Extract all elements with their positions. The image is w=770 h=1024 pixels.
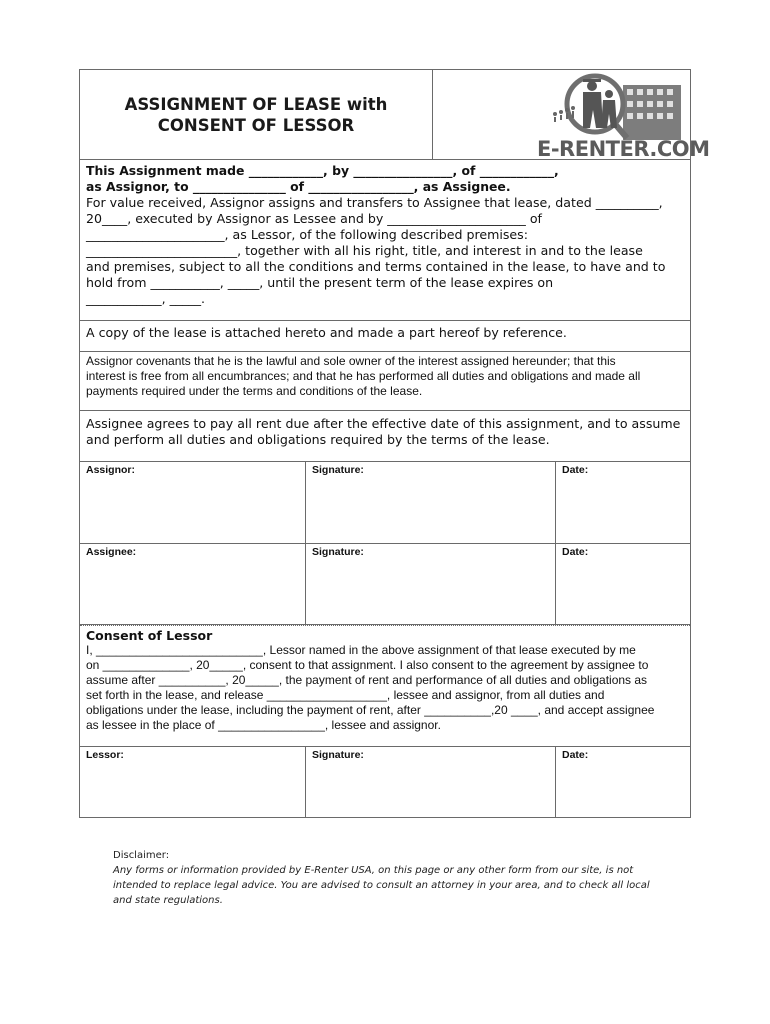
copy-section xyxy=(80,321,690,352)
signature-label: Signature: xyxy=(312,546,364,558)
covenant-line-2: interest is free from all encumbrances; and that he has performed all duties and obligations and made all xyxy=(86,369,641,383)
assignee-agrees-line-2: and perform all duties and obligations required by the terms of the lease. xyxy=(86,432,550,447)
title-line-2: CONSENT OF LESSOR xyxy=(157,115,355,135)
date-label: Date: xyxy=(562,546,589,558)
form-header xyxy=(80,70,710,161)
lessor-date-field[interactable] xyxy=(556,747,690,817)
consent-line-3: assume after __________, 20_____, the payment of rent and performance of all duties and obligations as xyxy=(86,673,648,687)
logo-text: E-RENTER.COM xyxy=(537,137,710,161)
disclaimer-line-2: intended to replace legal advice. You are advised to consult an attorney in your area, and to check all local xyxy=(113,880,650,891)
e-renter-logo xyxy=(433,70,710,161)
assignment-section xyxy=(80,160,690,321)
value-line-6: hold from ___________, _____, until the present term of the lease expires on xyxy=(86,275,554,290)
consent-line-2: on _____________, 20_____, consent to that assignment. I also consent to the agreement by assignee to xyxy=(86,658,649,672)
assignee-signature-field[interactable] xyxy=(306,544,556,624)
value-line-5: and premises, subject to all the conditions and terms contained in the lease, to have and to xyxy=(86,259,666,274)
assignee-agrees-section xyxy=(80,411,690,462)
copy-text: A copy of the lease is attached hereto and made a part hereof by reference. xyxy=(86,325,567,340)
consent-section xyxy=(80,625,690,747)
covenant-line-3: payments required under the terms and conditions of the lease. xyxy=(86,384,423,398)
signature-label: Signature: xyxy=(312,749,364,761)
assignment-line-2: as Assignor, to _______________ of _________________, as Assignee. xyxy=(86,179,511,194)
assignee-signature-row xyxy=(80,544,690,625)
disclaimer-label: Disclaimer: xyxy=(113,850,170,861)
assignor-signature-field[interactable] xyxy=(306,462,556,543)
assignor-date-field[interactable] xyxy=(556,462,690,543)
consent-line-6: as lessee in the place of ________________, lessee and assignor. xyxy=(86,718,441,732)
assignee-field[interactable] xyxy=(80,544,306,624)
disclaimer xyxy=(113,848,673,908)
logo-graphic xyxy=(433,70,710,161)
assignor-signature-row xyxy=(80,462,690,544)
signature-label: Signature: xyxy=(312,464,364,476)
consent-line-1: I, _________________________, Lessor named in the above assignment of that lease executed by me xyxy=(86,643,636,657)
disclaimer-line-1: Any forms or information provided by E-Renter USA, on this page or any other form from our site, is not xyxy=(113,865,634,876)
assignment-line-1: This Assignment made ____________, by ________________, of ____________, xyxy=(86,163,559,178)
value-line-4: ________________________, together with all his right, title, and interest in and to the lease xyxy=(86,243,643,258)
value-line-2: 20____, executed by Assignor as Lessee and by ______________________ of xyxy=(86,211,542,226)
assignee-label: Assignee: xyxy=(86,546,137,558)
assignor-field[interactable] xyxy=(80,462,306,543)
lessor-signature-row xyxy=(80,747,690,817)
value-line-3: ______________________, as Lessor, of the following described premises: xyxy=(86,227,528,242)
consent-heading: Consent of Lessor xyxy=(86,628,213,643)
value-line-7: ____________, _____. xyxy=(86,291,206,306)
covenant-section xyxy=(80,352,690,411)
assignee-agrees-line-1: Assignee agrees to pay all rent due after the effective date of this assignment, and to assume xyxy=(86,416,681,431)
value-line-1: For value received, Assignor assigns and transfers to Assignee that lease, dated __________, xyxy=(86,195,663,210)
date-label: Date: xyxy=(562,464,589,476)
lease-assignment-form xyxy=(79,69,710,818)
assignee-date-field[interactable] xyxy=(556,544,690,624)
form-title xyxy=(80,70,433,159)
covenant-line-1: Assignor covenants that he is the lawful and sole owner of the interest assigned hereunder; that this xyxy=(86,354,616,368)
title-line-1: ASSIGNMENT OF LEASE with xyxy=(124,94,388,114)
date-label: Date: xyxy=(562,749,589,761)
lessor-label: Lessor: xyxy=(86,749,124,761)
consent-line-5: obligations under the lease, including the payment of rent, after __________,20 ____, and accept assignee xyxy=(86,703,655,717)
disclaimer-line-3: and state regulations. xyxy=(113,895,223,906)
lessor-signature-field[interactable] xyxy=(306,747,556,817)
consent-line-4: set forth in the lease, and release __________________, lessee and assignor, from all duties and xyxy=(86,688,605,702)
lessor-field[interactable] xyxy=(80,747,306,817)
assignor-label: Assignor: xyxy=(86,464,136,476)
